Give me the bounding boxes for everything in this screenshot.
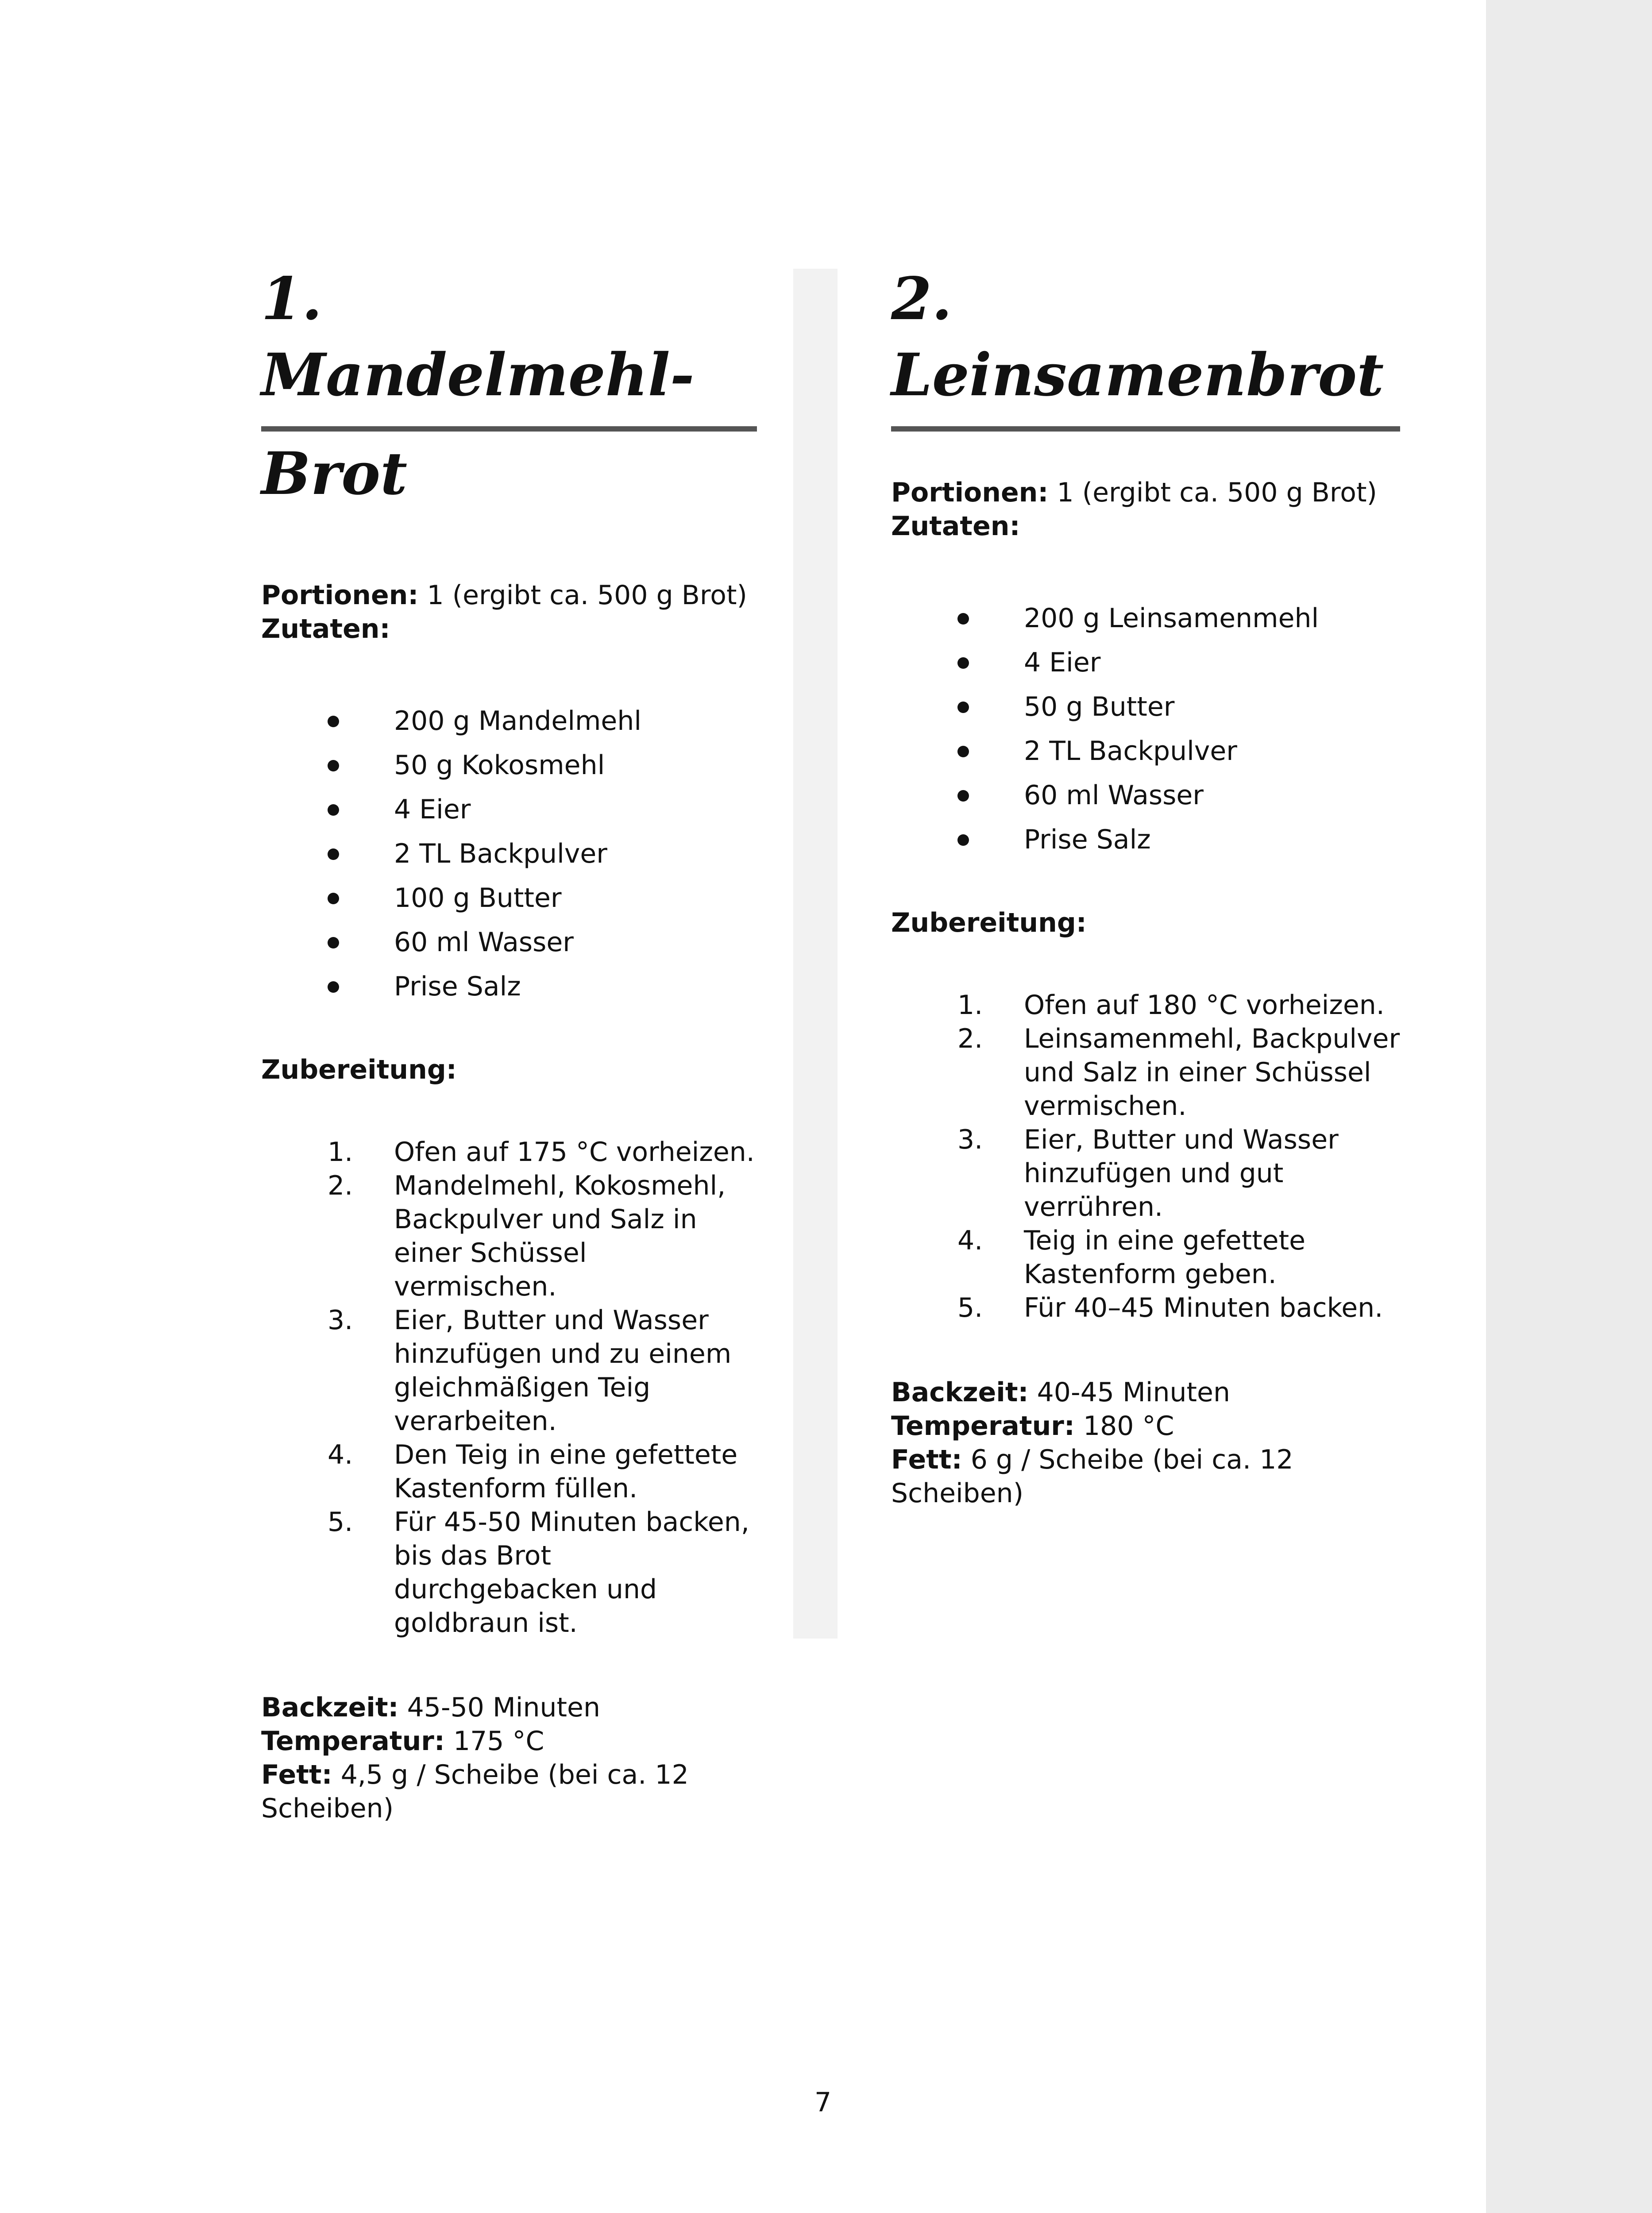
bullet-icon <box>328 716 339 727</box>
recipe-title: 1. Mandelmehl- <box>261 265 695 409</box>
bullet-icon <box>957 657 969 669</box>
portions-value: 1 (ergibt ca. 500 g Brot) <box>427 579 747 611</box>
step-item: 5. Für 45-50 Minuten backen, bis das Brot durchgebacken und goldbraun ist. <box>328 1506 749 1639</box>
bullet-icon <box>957 746 969 757</box>
list-item: Prise Salz <box>261 964 757 1009</box>
temp-label: Temperatur: <box>261 1725 445 1757</box>
ingredients-label: Zutaten: <box>891 511 1020 542</box>
bullet-icon <box>328 804 339 816</box>
step-item: 1. Ofen auf 180 °C vorheizen. <box>957 990 1385 1021</box>
bullet-icon <box>328 937 339 948</box>
bake-value: 45-50 Minuten <box>407 1692 601 1723</box>
temp-label: Temperatur: <box>891 1411 1075 1442</box>
bullet-icon <box>328 981 339 993</box>
steps-list <box>891 988 1400 1325</box>
title-underline <box>261 426 757 432</box>
step-item: 2. Leinsamenmehl, Backpulver und Salz in einer Schüssel vermischen. <box>957 1023 1400 1122</box>
bake-value: 40-45 Minuten <box>1037 1377 1231 1408</box>
ingredients-label: Zutaten: <box>261 613 390 644</box>
portions-block <box>261 578 757 646</box>
nutrition-block <box>891 1376 1400 1510</box>
page-number: 7 <box>814 2087 832 2118</box>
recipe-1 <box>261 261 757 1825</box>
column-divider <box>793 269 838 1639</box>
bullet-icon <box>957 702 969 713</box>
step-item: 3. Eier, Butter und Wasser hinzufügen und gut verrühren. <box>957 1124 1339 1223</box>
step-item: 3. Eier, Butter und Wasser hinzufügen und zu einem gleichmäßigen Teig verarbeiten. <box>328 1304 732 1437</box>
temp-value: 180 °C <box>1083 1411 1174 1442</box>
list-item: 2 TL Backpulver <box>261 832 757 876</box>
list-item: 50 g Butter <box>891 685 1400 729</box>
list-item: 100 g Butter <box>261 876 757 920</box>
bullet-icon <box>957 613 969 625</box>
list-item: 2 TL Backpulver <box>891 729 1400 773</box>
recipe-2 <box>891 261 1400 1510</box>
prep-label: Zubereitung: <box>261 1054 457 1085</box>
portions-value: 1 (ergibt ca. 500 g Brot) <box>1057 477 1377 509</box>
step-item: 5. Für 40–45 Minuten backen. <box>957 1292 1383 1324</box>
list-item: 60 ml Wasser <box>261 920 757 964</box>
portions-label: Portionen: <box>261 579 419 611</box>
list-item: 200 g Mandelmehl <box>261 699 757 743</box>
title-underline <box>891 426 1400 432</box>
list-item: 200 g Leinsamenmehl <box>891 596 1400 640</box>
portions-block <box>891 476 1400 543</box>
nutrition-block <box>261 1691 757 1825</box>
recipe-title-continued: Brot <box>261 440 408 509</box>
list-item: 4 Eier <box>891 640 1400 685</box>
page-margin-strip <box>1486 0 1652 2213</box>
list-item: 60 ml Wasser <box>891 773 1400 817</box>
fat-value: 6 g / Scheibe (bei ca. 12 Scheiben) <box>891 1444 1293 1509</box>
bullet-icon <box>328 848 339 860</box>
bake-label: Backzeit: <box>261 1692 399 1723</box>
list-item: 4 Eier <box>261 787 757 832</box>
step-item: 1. Ofen auf 175 °C vorheizen. <box>328 1136 755 1168</box>
step-item: 4. Teig in eine gefettete Kastenform geben. <box>957 1225 1306 1290</box>
bullet-icon <box>957 834 969 846</box>
prep-label: Zubereitung: <box>891 907 1087 939</box>
recipe-title: 2. Leinsamenbrot <box>891 265 1384 409</box>
steps-list <box>261 1135 757 1640</box>
bullet-icon <box>328 760 339 771</box>
bake-label: Backzeit: <box>891 1377 1029 1408</box>
ingredients-list <box>891 596 1400 862</box>
ingredients-list <box>261 699 757 1009</box>
fat-value: 4,5 g / Scheibe (bei ca. 12 Scheiben) <box>261 1759 689 1824</box>
bullet-icon <box>957 790 969 802</box>
step-item: 2. Mandelmehl, Kokosmehl, Backpulver und Salz in einer Schüssel vermischen. <box>328 1170 726 1302</box>
fat-label: Fett: <box>261 1759 332 1790</box>
list-item: Prise Salz <box>891 817 1400 862</box>
temp-value: 175 °C <box>453 1725 544 1757</box>
bullet-icon <box>328 893 339 904</box>
list-item: 50 g Kokosmehl <box>261 743 757 787</box>
portions-label: Portionen: <box>891 477 1049 509</box>
fat-label: Fett: <box>891 1444 962 1476</box>
step-item: 4. Den Teig in eine gefettete Kastenform füllen. <box>328 1439 738 1504</box>
